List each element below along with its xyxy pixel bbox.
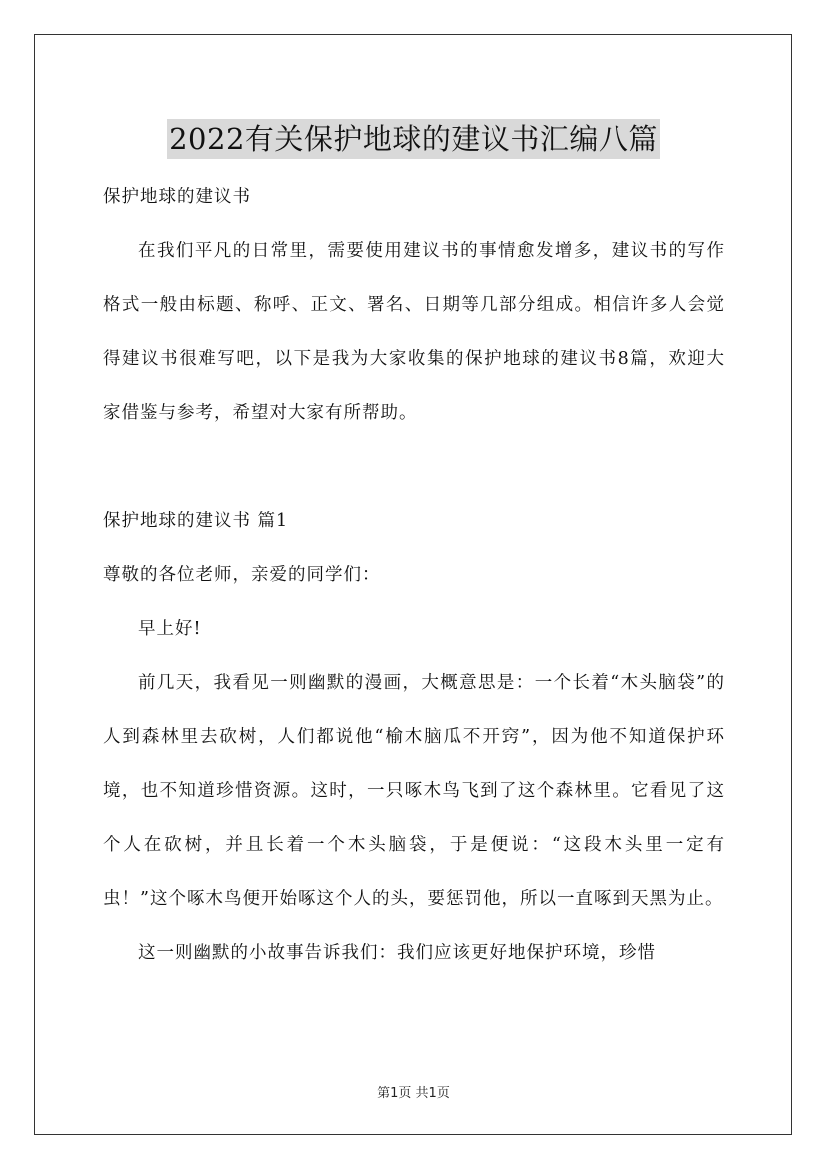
title-container — [0, 100, 827, 179]
greeting: 早上好! — [138, 619, 202, 639]
salutation: 尊敬的各位老师，亲爱的同学们： — [103, 565, 381, 585]
page-footer: 第1页 共1页 — [377, 1086, 450, 1101]
intro-paragraph: 在我们平凡的日常里，需要使用建议书的事情愈发增多，建议书的写作格式一般由标题、称呼、正文、署名、日期等几部分组成。相信许多人会觉得建议书很难写吧，以下是我为大家收集的保护地球的建议书8篇，欢迎大家借鉴与参考，希望对大家有所帮助。 — [103, 241, 725, 423]
body-paragraph-2: 这一则幽默的小故事告诉我们：我们应该更好地保护环境，珍惜 — [138, 943, 656, 963]
blank-line — [103, 440, 725, 494]
section-heading: 保护地球的建议书 篇1 — [103, 511, 289, 531]
body-paragraph-1: 前几天，我看见一则幽默的漫画，大概意思是：一个长着“木头脑袋”的人到森林里去砍树，人们都说他“榆木脑瓜不开窍”，因为他不知道保护环境，也不知道珍惜资源。这时，一只啄木鸟飞到了这个森林里。它看见了这个人在砍树，并且长着一个木头脑袋，于是便说：“这段木头里一定有虫！”这个啄木鸟便开始啄这个人的头，要惩罚他，所以一直啄到天黑为止。 — [103, 673, 725, 909]
intro-heading: 保护地球的建议书 — [103, 187, 251, 207]
document-title: 2022有关保护地球的建议书汇编八篇 — [167, 119, 660, 159]
document-body — [103, 170, 725, 980]
